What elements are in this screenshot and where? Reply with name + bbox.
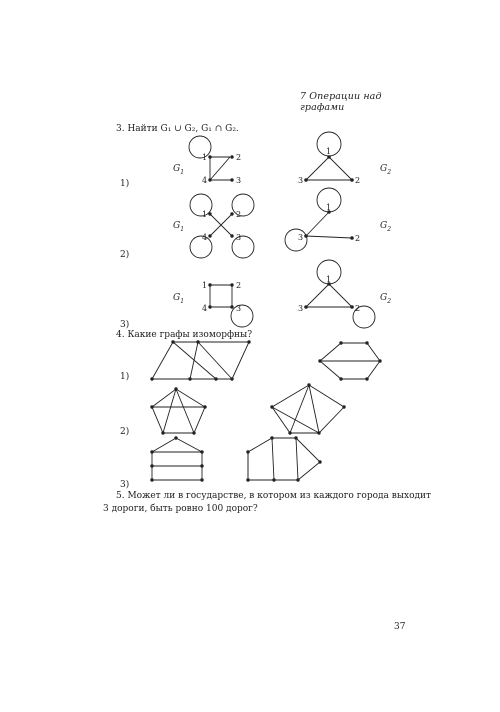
vertex-label: 4 <box>202 304 208 313</box>
vertex-label: 3 <box>236 233 242 242</box>
task-5-line-2: 3 дороги, быть ровно 100 дорог? <box>103 504 258 514</box>
task3-part3-g2 <box>298 260 375 328</box>
g2-label-2: $G_2$ <box>380 221 392 233</box>
task3-part1-g1 <box>189 136 241 185</box>
task-3-part-2-label: 2) <box>120 250 130 260</box>
vertex-label: 2 <box>236 153 242 162</box>
g1-label-2: $G_1$ <box>173 221 185 233</box>
g2-label-1: $G_2$ <box>380 164 392 176</box>
page-number: 37 <box>394 622 406 632</box>
vertex-label: 1 <box>202 153 208 162</box>
vertex-label: 3 <box>298 233 304 242</box>
task3-part3-g1 <box>202 281 253 327</box>
vertex-label: 3 <box>236 304 242 313</box>
task4-part3-left-graph <box>150 436 203 481</box>
task3-part2-g2 <box>285 188 360 251</box>
vertex-label: 2 <box>355 234 361 243</box>
g1-label-1: $G_1$ <box>173 164 185 176</box>
vertex-label: 1 <box>326 203 332 212</box>
vertex-label: 2 <box>355 176 361 185</box>
task4-part1-left-graph <box>150 340 250 380</box>
vertex-label: 3 <box>298 176 304 185</box>
task4-part2-right-graph <box>270 383 345 434</box>
vertex-label: 1 <box>326 147 332 156</box>
vertex-label: 2 <box>355 304 361 313</box>
task-4-part-3-label: 3) <box>120 480 130 490</box>
task-3-part-3-label: 3) <box>120 320 130 330</box>
g1-label-3: $G_1$ <box>173 293 185 305</box>
vertex-label: 2 <box>236 281 242 290</box>
vertex-label: 3 <box>298 304 304 313</box>
vertex-label: 1 <box>326 275 332 284</box>
chapter-header: 7 Операции над графами <box>300 91 382 113</box>
task-5-line-1: 5. Может ли в государстве, в котором из каждого города выходит <box>116 491 432 501</box>
vertex-label: 2 <box>236 210 242 219</box>
task-4-text: 4. Какие графы изоморфны? <box>116 330 253 340</box>
vertex-label: 3 <box>236 176 242 185</box>
task4-part1-right-graph <box>318 341 381 380</box>
task-4-part-1-label: 1) <box>120 372 130 382</box>
task4-part2-left-graph <box>150 387 206 434</box>
task3-part1-g2 <box>298 132 360 185</box>
vertex-label: 4 <box>202 176 208 185</box>
g2-label-3: $G_2$ <box>380 293 392 305</box>
task4-part3-right-graph <box>246 436 321 481</box>
vertex-label: 4 <box>202 233 208 242</box>
vertex-label: 1 <box>202 210 208 219</box>
task-4-part-2-label: 2) <box>120 427 130 437</box>
vertex-label: 1 <box>202 281 208 290</box>
task-3-part-1-label: 1) <box>120 179 130 189</box>
task3-part2-g1 <box>190 194 254 258</box>
task-3-text: 3. Найти G₁ ∪ G₂, G₁ ∩ G₂. <box>116 124 239 134</box>
